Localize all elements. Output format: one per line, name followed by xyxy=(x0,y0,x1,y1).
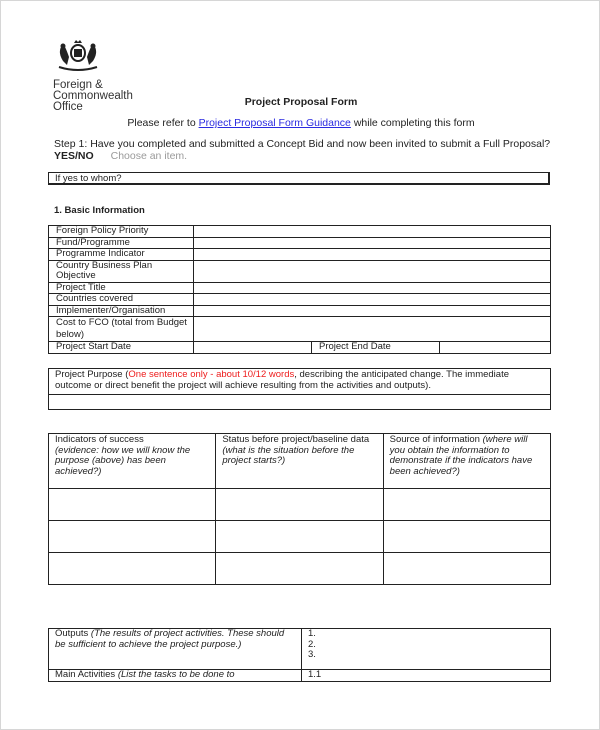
field-value[interactable] xyxy=(194,260,551,282)
field-label: Implementer/Organisation xyxy=(49,305,194,317)
table-cell[interactable] xyxy=(383,489,550,521)
table-row xyxy=(49,629,551,670)
project-purpose-table xyxy=(48,368,551,410)
yes-no-label: YES/NO xyxy=(54,150,94,162)
project-purpose-label xyxy=(49,369,551,395)
logo-line: Commonwealth xyxy=(53,90,133,102)
table-row xyxy=(49,226,551,238)
activities-title: Main Activities xyxy=(55,669,116,680)
project-purpose-input[interactable] xyxy=(49,395,551,410)
outputs-title: Outputs xyxy=(55,628,89,639)
outputs-list[interactable] xyxy=(302,629,551,670)
header-hint: (what is the situation before the project starts?) xyxy=(222,444,355,466)
table-row xyxy=(49,395,551,410)
field-label: Countries covered xyxy=(49,294,194,306)
field-label: Cost to FCO (total from Budget below) xyxy=(49,317,194,342)
field-label: Project Title xyxy=(49,282,194,294)
output-item[interactable]: 2. xyxy=(308,638,316,650)
header-hint: (where will you obtain the information to demonstrate if the indicators have been achieved?) xyxy=(389,434,533,477)
table-cell[interactable] xyxy=(216,489,383,521)
yes-no-dropdown[interactable]: Choose an item. xyxy=(110,150,188,162)
section-heading-basic-info: 1. Basic Information xyxy=(54,205,145,216)
basic-info-table xyxy=(48,225,551,354)
purpose-constraint-text: One sentence only - about 10/12 words xyxy=(128,369,295,380)
activity-item[interactable]: 1.1 xyxy=(302,670,551,682)
start-date-value[interactable] xyxy=(194,342,312,354)
step1-question xyxy=(54,138,554,162)
table-cell[interactable] xyxy=(383,553,550,585)
logo-line: Office xyxy=(53,101,83,113)
header-hint: (evidence: how we will know the purpose (above) has been achieved?) xyxy=(55,444,191,477)
field-label: Country Business Plan Objective xyxy=(49,260,194,282)
table-row xyxy=(49,342,551,354)
field-value[interactable] xyxy=(194,226,551,238)
table-row xyxy=(49,521,551,553)
field-value[interactable] xyxy=(194,249,551,261)
table-row xyxy=(49,260,551,282)
table-row xyxy=(49,237,551,249)
field-value[interactable] xyxy=(194,305,551,317)
logo-line: Foreign & xyxy=(53,79,103,91)
table-cell[interactable] xyxy=(49,489,216,521)
guidance-prefix: Please refer to xyxy=(127,117,199,129)
guidance-suffix: while completing this form xyxy=(350,117,475,129)
form-title: Project Proposal Form xyxy=(244,96,358,108)
outputs-hint: (The results of project activities. These should be sufficient to achieve the project purpose.) xyxy=(55,628,285,650)
header-title: Status before project/baseline data xyxy=(222,434,370,445)
header-source xyxy=(383,434,550,489)
indicators-table xyxy=(48,433,551,585)
table-row xyxy=(49,489,551,521)
table-header-row xyxy=(49,434,551,489)
step1-text: Step 1: Have you completed and submitted a Concept Bid and now been invited to submit a Full Proposal? xyxy=(54,138,551,150)
outputs-table xyxy=(48,628,551,682)
start-date-label: Project Start Date xyxy=(49,342,194,354)
field-value[interactable] xyxy=(194,317,551,342)
if-yes-to-whom-field[interactable]: If yes to whom? xyxy=(48,172,550,185)
table-cell[interactable] xyxy=(383,521,550,553)
header-baseline xyxy=(216,434,383,489)
table-cell[interactable] xyxy=(49,521,216,553)
header-indicators xyxy=(49,434,216,489)
field-value[interactable] xyxy=(194,237,551,249)
purpose-label-text: Project Purpose ( xyxy=(55,369,129,380)
guidance-link[interactable]: Project Proposal Form Guidance xyxy=(198,117,351,129)
table-row xyxy=(49,305,551,317)
outputs-label xyxy=(49,629,302,670)
table-row xyxy=(49,317,551,342)
end-date-label: Project End Date xyxy=(312,342,440,354)
table-row xyxy=(49,369,551,395)
royal-coat-of-arms-icon xyxy=(55,39,101,73)
table-cell[interactable] xyxy=(49,553,216,585)
output-item[interactable]: 1. xyxy=(308,628,316,639)
purpose-description-text: , describing the anticipated change. The immediate outcome or direct benefit the project will achieve resulting from the activities and outputs). xyxy=(55,369,509,391)
table-cell[interactable] xyxy=(216,553,383,585)
table-cell[interactable] xyxy=(216,521,383,553)
activities-label xyxy=(49,670,302,682)
field-label: Fund/Programme xyxy=(49,237,194,249)
field-value[interactable] xyxy=(194,294,551,306)
field-label: Foreign Policy Priority xyxy=(49,226,194,238)
header-title: Source of information xyxy=(389,434,480,445)
header-title: Indicators of success xyxy=(55,434,144,445)
guidance-note xyxy=(1,117,600,129)
table-row xyxy=(49,294,551,306)
table-row xyxy=(49,249,551,261)
table-row xyxy=(49,553,551,585)
output-item[interactable]: 3. xyxy=(308,649,316,660)
activities-hint: (List the tasks to be done to xyxy=(117,669,235,680)
end-date-value[interactable] xyxy=(440,342,551,354)
field-value[interactable] xyxy=(194,282,551,294)
table-row xyxy=(49,670,551,682)
field-label: Programme Indicator xyxy=(49,249,194,261)
table-row xyxy=(49,282,551,294)
